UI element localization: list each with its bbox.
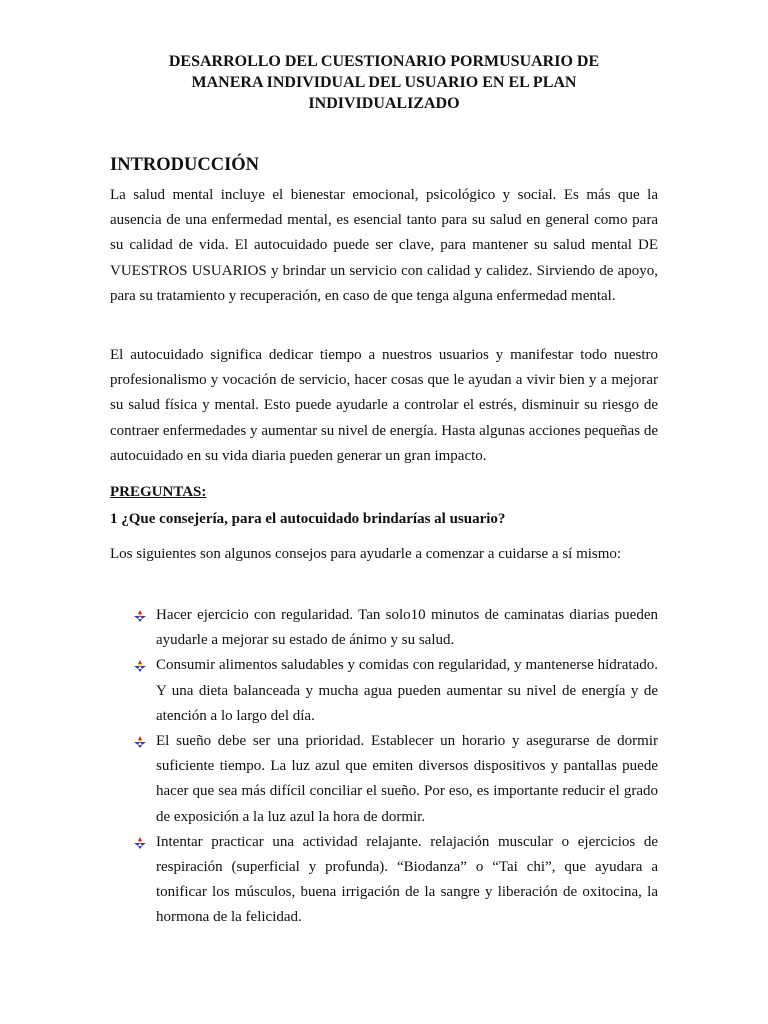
- title-line: MANERA INDIVIDUAL DEL USUARIO EN EL PLAN: [191, 74, 577, 91]
- four-color-arrow-bullet-icon: [134, 610, 146, 622]
- section-heading-introduccion: INTRODUCCIÓN: [110, 155, 260, 175]
- four-color-arrow-bullet-icon: [134, 837, 146, 849]
- advice-list-item: [110, 653, 658, 729]
- title-line: DESARROLLO DEL CUESTIONARIO PORMUSUARIO DE: [168, 53, 600, 70]
- intro-paragraph: La salud mental incluye el bienestar emocional, psicológico y social. Es más que la ausencia de una enfermedad mental, es esencial tanto para su salud en general como para su calidad de vida. El autocuidado puede ser clave, para mantener su salud mental DE VUESTROS USUARIOS y brindar un servicio con calidad y calidez. Sirviendo de apoyo, para su tratamiento y recuperación, en caso de que tenga alguna enfermedad mental.: [110, 187, 658, 304]
- advice-text: Consumir alimentos saludables y comidas con regularidad, y mantenerse hidratado. Y una dieta balanceada y mucha agua pueden aumentar su nivel de energía y de atención a lo largo del día.: [156, 657, 658, 724]
- four-color-arrow-bullet-icon: [134, 660, 146, 672]
- advice-text: Hacer ejercicio con regularidad. Tan solo10 minutos de caminatas diarias pueden ayudarle a mejorar su estado de ánimo y su salud.: [156, 607, 658, 649]
- questions-heading: PREGUNTAS:: [110, 484, 207, 500]
- advice-list-item: [110, 603, 658, 653]
- intro-paragraph: El autocuidado significa dedicar tiempo a nuestros usuarios y manifestar todo nuestro profesionalismo y vocación de servicio, hacer cosas que le ayudan a vivir bien y a mejorar su salud física y mental. Esto puede ayudarle a controlar el estrés, disminuir su riesgo de contraer enfermedades y aumentar su nivel de energía. Hasta algunas acciones pequeñas de autocuidado en su vida diaria pueden generar un gran impacto.: [110, 347, 658, 464]
- advice-list-item: [110, 830, 658, 931]
- advice-list-item: [110, 729, 658, 830]
- title-line: INDIVIDUALIZADO: [308, 95, 460, 112]
- document-title: [100, 51, 668, 114]
- advice-list: [110, 603, 658, 931]
- advice-text: El sueño debe ser una prioridad. Establecer un horario y asegurarse de dormir suficiente tiempo. La luz azul que emiten diversos dispositivos y pantallas puede hacer que sea más difícil conciliar el sueño. Por eso, es importante reducir el grado de exposición a la luz azul la hora de dormir.: [156, 733, 658, 825]
- four-color-arrow-bullet-icon: [134, 736, 146, 748]
- advice-text: Intentar practicar una actividad relajante. relajación muscular o ejercicios de respiración (superficial y profunda). “Biodanza” o “Tai chi”, que ayudara a tonificar los músculos, buena irrigación de la sangre y liberación de oxitocina, la hormona de la felicidad.: [156, 833, 658, 926]
- advice-lead-in: Los siguientes son algunos consejos para ayudarle a comenzar a cuidarse a sí mismo:: [110, 546, 622, 562]
- question-1: 1 ¿Que consejería, para el autocuidado brindarías al usuario?: [110, 511, 506, 527]
